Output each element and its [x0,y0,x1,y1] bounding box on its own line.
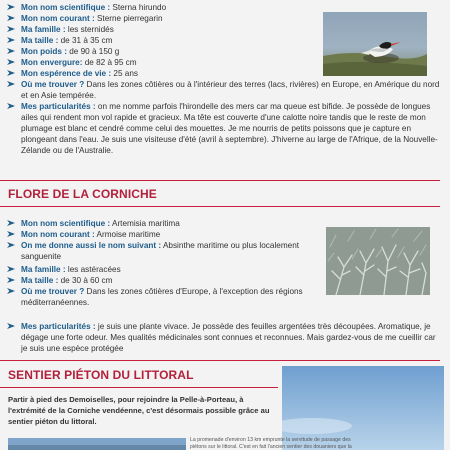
info-row: Mon nom scientifique : Artemisia maritima [4,218,312,229]
info-row: Mon poids : de 90 à 150 g [4,46,314,57]
sentier-title: SENTIER PIÉTON DU LITTORAL [8,368,194,382]
section-divider [0,387,278,388]
info-row: Où me trouver ? Dans les zones côtières d'Europe, à l'exception des régions méditerranéennes. [4,286,312,310]
info-row: Mon envergure: de 82 à 95 cm [4,57,314,68]
flore-info-wide [4,321,442,354]
arrow-bullet-icon [7,220,15,226]
info-row: Mon nom courant : Sterne pierregarin [4,13,314,24]
sterne-info-wide [4,79,442,156]
arrow-bullet-icon [7,4,15,10]
arrow-bullet-icon [7,103,15,109]
arrow-bullet-icon [7,15,15,21]
info-row: Ma famille : les astéracées [4,264,312,275]
section-divider [0,180,440,181]
arrow-bullet-icon [7,26,15,32]
arrow-bullet-icon [7,59,15,65]
arrow-bullet-icon [7,266,15,272]
plant-photo [326,227,430,295]
arrow-bullet-icon [7,81,15,87]
arrow-bullet-icon [7,231,15,237]
arrow-bullet-icon [7,70,15,76]
info-row: Mon nom courant : Armoise maritime [4,229,312,240]
info-row: Mon espérence de vie : 25 ans [4,68,314,79]
section-divider [0,206,440,207]
info-row: Où me trouver ? Dans les zones côtières ou à l'intérieur des terres (lacs, rivières) en Europe, en Amérique du nord et en Asie tempérée. [4,79,442,101]
flore-title: FLORE DE LA CORNICHE [8,187,157,201]
info-row: Ma taille : de 30 à 60 cm [4,275,312,286]
arrow-bullet-icon [7,242,15,248]
section-divider [0,360,440,361]
info-row: Ma famille : les sternidés [4,24,314,35]
tern-photo [323,12,427,76]
arrow-bullet-icon [7,48,15,54]
arrow-bullet-icon [7,277,15,283]
sentier-body: La promenade d'environ 13 km emprunte la servitude de passage des piétons sur le littoral. C'est en fait l'ancien sentier des douaniers que la [190,437,352,450]
arrow-bullet-icon [7,323,15,329]
flore-info [4,218,312,310]
info-row: Mes particularités : je suis une plante vivace. Je possède des feuilles argentées très découpées. Aromatique, je dégage une forte odeur. Mes qualités médicinales sont connues et reconnues. Mais gardez-vous de me cueillir car je suis une espèce protégée [4,321,442,354]
sentier-intro: Partir à pied des Demoiselles, pour rejoindre la Pelle-à-Porteau, à l'extrémité de la Corniche vendéenne, c'est désormais possible grâce au sentier piéton du littoral. [8,395,270,426]
coast-photo [8,438,186,450]
sterne-info [4,2,314,79]
info-row: Mon nom scientifique : Sterna hirundo [4,2,314,13]
arrow-bullet-icon [7,37,15,43]
arrow-bullet-icon [7,288,15,294]
info-row: Mes particularités : on me nomme parfois l'hirondelle des mers car ma queue est bifide. Je possède de longues ailes qui rendent mon vol rapide et gracieux. Ma tête est couverte d'une calotte noire tandis que le reste de mon plumage est blanc et cendré comme celui des mouettes. Je me nourris de petits poissons que je capture en plongeant dans l'eau. Je suis une visiteuse d'été (avril à septembre). J'hiverne au large de l'Afrique, de la Nouvelle-Zélande ou de l'Australie. [4,101,442,156]
info-row: Ma taille : de 31 à 35 cm [4,35,314,46]
info-row: On me donne aussi le nom suivant : Absinthe maritime ou plus localement sanguenite [4,240,312,264]
